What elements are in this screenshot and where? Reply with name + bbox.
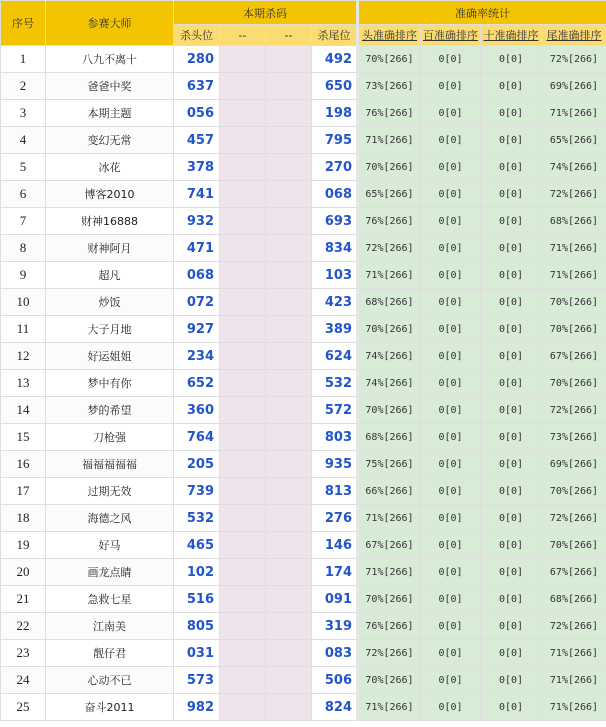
hundreds-accuracy-cell: 0[0] <box>421 208 481 235</box>
kill-col3-cell <box>266 46 312 73</box>
index-cell: 13 <box>1 370 46 397</box>
master-name-cell: 财神16888 <box>46 208 174 235</box>
kill-col2-cell <box>220 127 266 154</box>
index-cell: 17 <box>1 478 46 505</box>
kill-col3-cell <box>266 235 312 262</box>
kill-head-cell: 102 <box>174 559 220 586</box>
master-name-cell: 炒饭 <box>46 289 174 316</box>
table-row <box>1 640 606 667</box>
kill-col2-cell <box>220 559 266 586</box>
kill-head-cell: 457 <box>174 127 220 154</box>
kill-col2-cell <box>220 397 266 424</box>
master-name-cell: 江南美 <box>46 613 174 640</box>
kill-head-cell: 360 <box>174 397 220 424</box>
tens-accuracy-cell: 0[0] <box>481 154 542 181</box>
tens-accuracy-cell: 0[0] <box>481 613 542 640</box>
col-header-kill-tail: 杀尾位 <box>312 25 358 46</box>
head-accuracy-cell: 72%[266] <box>358 640 421 667</box>
master-name-cell: 海德之风 <box>46 505 174 532</box>
head-accuracy-cell: 70%[266] <box>358 154 421 181</box>
table-row <box>1 262 606 289</box>
tens-accuracy-cell: 0[0] <box>481 208 542 235</box>
index-cell: 20 <box>1 559 46 586</box>
tens-accuracy-cell: 0[0] <box>481 235 542 262</box>
kill-tail-cell: 834 <box>312 235 358 262</box>
head-accuracy-cell: 74%[266] <box>358 370 421 397</box>
hundreds-accuracy-cell: 0[0] <box>421 586 481 613</box>
table-row <box>1 532 606 559</box>
hundreds-accuracy-cell: 0[0] <box>421 316 481 343</box>
kill-head-cell: 056 <box>174 100 220 127</box>
head-accuracy-cell: 66%[266] <box>358 478 421 505</box>
kill-col2-cell <box>220 424 266 451</box>
tens-accuracy-cell: 0[0] <box>481 316 542 343</box>
table-row <box>1 154 606 181</box>
index-cell: 7 <box>1 208 46 235</box>
sort-tail-accuracy-link[interactable]: 尾准确排序 <box>542 25 606 46</box>
kill-col2-cell <box>220 343 266 370</box>
kill-head-cell: 378 <box>174 154 220 181</box>
master-name-cell: 好马 <box>46 532 174 559</box>
index-cell: 24 <box>1 667 46 694</box>
kill-col2-cell <box>220 100 266 127</box>
kill-col3-cell <box>266 262 312 289</box>
head-accuracy-cell: 71%[266] <box>358 559 421 586</box>
tail-accuracy-cell: 68%[266] <box>542 208 606 235</box>
index-cell: 16 <box>1 451 46 478</box>
kill-col2-cell <box>220 667 266 694</box>
index-cell: 23 <box>1 640 46 667</box>
kill-col2-cell <box>220 370 266 397</box>
master-name-cell: 冰花 <box>46 154 174 181</box>
table-row <box>1 181 606 208</box>
table-row <box>1 559 606 586</box>
head-accuracy-cell: 72%[266] <box>358 235 421 262</box>
master-name-cell: 本期主题 <box>46 100 174 127</box>
index-cell: 18 <box>1 505 46 532</box>
kill-col2-cell <box>220 451 266 478</box>
kill-tail-cell: 935 <box>312 451 358 478</box>
kill-col3-cell <box>266 397 312 424</box>
table-row <box>1 343 606 370</box>
index-cell: 19 <box>1 532 46 559</box>
index-cell: 3 <box>1 100 46 127</box>
index-cell: 22 <box>1 613 46 640</box>
hundreds-accuracy-cell: 0[0] <box>421 154 481 181</box>
hundreds-accuracy-cell: 0[0] <box>421 505 481 532</box>
head-accuracy-cell: 76%[266] <box>358 208 421 235</box>
kill-col2-cell <box>220 478 266 505</box>
master-name-cell: 急救七星 <box>46 586 174 613</box>
master-name-cell: 大子月地 <box>46 316 174 343</box>
table-row <box>1 46 606 73</box>
kill-head-cell: 072 <box>174 289 220 316</box>
tail-accuracy-cell: 70%[266] <box>542 478 606 505</box>
group-header-kill: 本期杀码 <box>174 1 358 25</box>
index-cell: 11 <box>1 316 46 343</box>
table-row <box>1 613 606 640</box>
tail-accuracy-cell: 70%[266] <box>542 370 606 397</box>
col-header-index: 序号 <box>1 1 46 46</box>
kill-col2-cell <box>220 613 266 640</box>
head-accuracy-cell: 74%[266] <box>358 343 421 370</box>
index-cell: 10 <box>1 289 46 316</box>
table-row <box>1 127 606 154</box>
tens-accuracy-cell: 0[0] <box>481 73 542 100</box>
kill-head-cell: 982 <box>174 694 220 721</box>
table-row <box>1 208 606 235</box>
head-accuracy-cell: 67%[266] <box>358 532 421 559</box>
master-name-cell: 超凡 <box>46 262 174 289</box>
index-cell: 4 <box>1 127 46 154</box>
kill-col3-cell <box>266 127 312 154</box>
head-accuracy-cell: 76%[266] <box>358 100 421 127</box>
tail-accuracy-cell: 72%[266] <box>542 46 606 73</box>
head-accuracy-cell: 68%[266] <box>358 289 421 316</box>
hundreds-accuracy-cell: 0[0] <box>421 262 481 289</box>
index-cell: 14 <box>1 397 46 424</box>
kill-col2-cell <box>220 694 266 721</box>
kill-col3-cell <box>266 100 312 127</box>
tail-accuracy-cell: 69%[266] <box>542 451 606 478</box>
kill-head-cell: 280 <box>174 46 220 73</box>
index-cell: 15 <box>1 424 46 451</box>
kill-col3-cell <box>266 586 312 613</box>
tens-accuracy-cell: 0[0] <box>481 667 542 694</box>
col-header-kill-3: -- <box>266 25 312 46</box>
master-name-cell: 变幻无常 <box>46 127 174 154</box>
kill-col3-cell <box>266 451 312 478</box>
hundreds-accuracy-cell: 0[0] <box>421 181 481 208</box>
tens-accuracy-cell: 0[0] <box>481 370 542 397</box>
kill-col3-cell <box>266 208 312 235</box>
master-name-cell: 博客2010 <box>46 181 174 208</box>
table-body <box>1 46 606 721</box>
kill-tail-cell: 103 <box>312 262 358 289</box>
table-row <box>1 73 606 100</box>
hundreds-accuracy-cell: 0[0] <box>421 667 481 694</box>
tens-accuracy-cell: 0[0] <box>481 559 542 586</box>
tail-accuracy-cell: 74%[266] <box>542 154 606 181</box>
index-cell: 9 <box>1 262 46 289</box>
kill-head-cell: 764 <box>174 424 220 451</box>
kill-tail-cell: 423 <box>312 289 358 316</box>
head-accuracy-cell: 76%[266] <box>358 613 421 640</box>
tail-accuracy-cell: 69%[266] <box>542 73 606 100</box>
kill-col2-cell <box>220 181 266 208</box>
kill-tail-cell: 824 <box>312 694 358 721</box>
kill-col2-cell <box>220 73 266 100</box>
tens-accuracy-cell: 0[0] <box>481 100 542 127</box>
col-header-master: 参赛大师 <box>46 1 174 46</box>
kill-col3-cell <box>266 154 312 181</box>
hundreds-accuracy-cell: 0[0] <box>421 694 481 721</box>
hundreds-accuracy-cell: 0[0] <box>421 613 481 640</box>
kill-col3-cell <box>266 370 312 397</box>
head-accuracy-cell: 75%[266] <box>358 451 421 478</box>
table-header <box>1 1 606 46</box>
kill-head-cell: 805 <box>174 613 220 640</box>
kill-tail-cell: 795 <box>312 127 358 154</box>
tail-accuracy-cell: 71%[266] <box>542 667 606 694</box>
hundreds-accuracy-cell: 0[0] <box>421 343 481 370</box>
kill-col3-cell <box>266 559 312 586</box>
head-accuracy-cell: 70%[266] <box>358 667 421 694</box>
master-name-cell: 过期无效 <box>46 478 174 505</box>
kill-tail-cell: 174 <box>312 559 358 586</box>
hundreds-accuracy-cell: 0[0] <box>421 478 481 505</box>
kill-head-cell: 068 <box>174 262 220 289</box>
kill-tail-cell: 198 <box>312 100 358 127</box>
index-cell: 8 <box>1 235 46 262</box>
master-name-cell: 好运姐姐 <box>46 343 174 370</box>
kill-col3-cell <box>266 343 312 370</box>
head-accuracy-cell: 70%[266] <box>358 397 421 424</box>
tens-accuracy-cell: 0[0] <box>481 181 542 208</box>
kill-tail-cell: 572 <box>312 397 358 424</box>
master-name-cell: 财神阿月 <box>46 235 174 262</box>
tens-accuracy-cell: 0[0] <box>481 586 542 613</box>
master-name-cell: 八九不离十 <box>46 46 174 73</box>
kill-col3-cell <box>266 640 312 667</box>
tens-accuracy-cell: 0[0] <box>481 289 542 316</box>
kill-head-cell: 932 <box>174 208 220 235</box>
head-accuracy-cell: 65%[266] <box>358 181 421 208</box>
tail-accuracy-cell: 70%[266] <box>542 532 606 559</box>
master-name-cell: 梦的希望 <box>46 397 174 424</box>
tail-accuracy-cell: 72%[266] <box>542 397 606 424</box>
tens-accuracy-cell: 0[0] <box>481 478 542 505</box>
tail-accuracy-cell: 72%[266] <box>542 505 606 532</box>
table-row <box>1 397 606 424</box>
index-cell: 25 <box>1 694 46 721</box>
kill-head-cell: 031 <box>174 640 220 667</box>
kill-col2-cell <box>220 208 266 235</box>
kill-tail-cell: 389 <box>312 316 358 343</box>
kill-tail-cell: 492 <box>312 46 358 73</box>
hundreds-accuracy-cell: 0[0] <box>421 397 481 424</box>
kill-col2-cell <box>220 505 266 532</box>
kill-head-cell: 471 <box>174 235 220 262</box>
kill-tail-cell: 624 <box>312 343 358 370</box>
head-accuracy-cell: 71%[266] <box>358 127 421 154</box>
table-row <box>1 316 606 343</box>
kill-col3-cell <box>266 478 312 505</box>
kill-head-cell: 637 <box>174 73 220 100</box>
table-row <box>1 478 606 505</box>
master-name-cell: 心动不已 <box>46 667 174 694</box>
sort-tens-accuracy-link[interactable]: 十准确排序 <box>481 25 542 46</box>
head-accuracy-cell: 70%[266] <box>358 46 421 73</box>
tail-accuracy-cell: 68%[266] <box>542 586 606 613</box>
kill-col3-cell <box>266 424 312 451</box>
tail-accuracy-cell: 71%[266] <box>542 100 606 127</box>
table-row <box>1 424 606 451</box>
kill-head-cell: 573 <box>174 667 220 694</box>
kill-head-cell: 927 <box>174 316 220 343</box>
kill-tail-cell: 650 <box>312 73 358 100</box>
kill-col2-cell <box>220 235 266 262</box>
kill-col3-cell <box>266 73 312 100</box>
kill-col3-cell <box>266 316 312 343</box>
kill-head-cell: 532 <box>174 505 220 532</box>
tail-accuracy-cell: 72%[266] <box>542 613 606 640</box>
master-name-cell: 梦中有你 <box>46 370 174 397</box>
kill-tail-cell: 803 <box>312 424 358 451</box>
group-header-stats: 准确率统计 <box>358 1 606 25</box>
tens-accuracy-cell: 0[0] <box>481 694 542 721</box>
kill-col2-cell <box>220 640 266 667</box>
hundreds-accuracy-cell: 0[0] <box>421 73 481 100</box>
table-row <box>1 586 606 613</box>
table-row <box>1 694 606 721</box>
index-cell: 5 <box>1 154 46 181</box>
kill-col2-cell <box>220 532 266 559</box>
kill-col3-cell <box>266 532 312 559</box>
kill-col2-cell <box>220 316 266 343</box>
tail-accuracy-cell: 71%[266] <box>542 640 606 667</box>
hundreds-accuracy-cell: 0[0] <box>421 559 481 586</box>
master-name-cell: 爸爸中奖 <box>46 73 174 100</box>
hundreds-accuracy-cell: 0[0] <box>421 127 481 154</box>
head-accuracy-cell: 71%[266] <box>358 262 421 289</box>
kill-head-cell: 739 <box>174 478 220 505</box>
kill-col3-cell <box>266 505 312 532</box>
hundreds-accuracy-cell: 0[0] <box>421 424 481 451</box>
tail-accuracy-cell: 71%[266] <box>542 694 606 721</box>
hundreds-accuracy-cell: 0[0] <box>421 532 481 559</box>
master-name-cell: 奋斗2011 <box>46 694 174 721</box>
index-cell: 6 <box>1 181 46 208</box>
kill-head-cell: 741 <box>174 181 220 208</box>
tens-accuracy-cell: 0[0] <box>481 397 542 424</box>
head-accuracy-cell: 71%[266] <box>358 694 421 721</box>
head-accuracy-cell: 71%[266] <box>358 505 421 532</box>
kill-col2-cell <box>220 289 266 316</box>
kill-col3-cell <box>266 289 312 316</box>
master-name-cell: 福福福福福 <box>46 451 174 478</box>
hundreds-accuracy-cell: 0[0] <box>421 370 481 397</box>
tens-accuracy-cell: 0[0] <box>481 640 542 667</box>
index-cell: 21 <box>1 586 46 613</box>
kill-tail-cell: 532 <box>312 370 358 397</box>
master-name-cell: 靓仔君 <box>46 640 174 667</box>
kill-tail-cell: 276 <box>312 505 358 532</box>
kill-head-cell: 516 <box>174 586 220 613</box>
kill-col2-cell <box>220 46 266 73</box>
kill-col3-cell <box>266 181 312 208</box>
table-row <box>1 100 606 127</box>
index-cell: 1 <box>1 46 46 73</box>
index-cell: 12 <box>1 343 46 370</box>
tail-accuracy-cell: 67%[266] <box>542 559 606 586</box>
master-name-cell: 刀枪强 <box>46 424 174 451</box>
tens-accuracy-cell: 0[0] <box>481 46 542 73</box>
hundreds-accuracy-cell: 0[0] <box>421 100 481 127</box>
kill-head-cell: 234 <box>174 343 220 370</box>
tail-accuracy-cell: 67%[266] <box>542 343 606 370</box>
kill-tail-cell: 319 <box>312 613 358 640</box>
tens-accuracy-cell: 0[0] <box>481 424 542 451</box>
hundreds-accuracy-cell: 0[0] <box>421 46 481 73</box>
kill-head-cell: 465 <box>174 532 220 559</box>
table-row <box>1 451 606 478</box>
kill-tail-cell: 068 <box>312 181 358 208</box>
table-row <box>1 667 606 694</box>
tens-accuracy-cell: 0[0] <box>481 262 542 289</box>
sort-head-accuracy-link[interactable]: 头准确排序 <box>358 25 421 46</box>
kill-tail-cell: 270 <box>312 154 358 181</box>
table-row <box>1 235 606 262</box>
head-accuracy-cell: 70%[266] <box>358 586 421 613</box>
tail-accuracy-cell: 71%[266] <box>542 262 606 289</box>
kill-tail-cell: 146 <box>312 532 358 559</box>
kill-col2-cell <box>220 154 266 181</box>
kill-tail-cell: 091 <box>312 586 358 613</box>
table-row <box>1 505 606 532</box>
col-header-kill-2: -- <box>220 25 266 46</box>
tail-accuracy-cell: 70%[266] <box>542 289 606 316</box>
sort-hundreds-accuracy-link[interactable]: 百准确排序 <box>421 25 481 46</box>
tail-accuracy-cell: 73%[266] <box>542 424 606 451</box>
tail-accuracy-cell: 65%[266] <box>542 127 606 154</box>
tail-accuracy-cell: 70%[266] <box>542 316 606 343</box>
kill-tail-cell: 813 <box>312 478 358 505</box>
tail-accuracy-cell: 71%[266] <box>542 235 606 262</box>
hundreds-accuracy-cell: 0[0] <box>421 640 481 667</box>
kill-col2-cell <box>220 586 266 613</box>
kill-tail-cell: 083 <box>312 640 358 667</box>
kill-head-cell: 205 <box>174 451 220 478</box>
tail-accuracy-cell: 72%[266] <box>542 181 606 208</box>
col-header-kill-head: 杀头位 <box>174 25 220 46</box>
kill-col3-cell <box>266 667 312 694</box>
hundreds-accuracy-cell: 0[0] <box>421 289 481 316</box>
tens-accuracy-cell: 0[0] <box>481 532 542 559</box>
hundreds-accuracy-cell: 0[0] <box>421 451 481 478</box>
head-accuracy-cell: 73%[266] <box>358 73 421 100</box>
kill-tail-cell: 506 <box>312 667 358 694</box>
table-row <box>1 289 606 316</box>
kill-tail-cell: 693 <box>312 208 358 235</box>
head-accuracy-cell: 70%[266] <box>358 316 421 343</box>
kill-col3-cell <box>266 694 312 721</box>
tens-accuracy-cell: 0[0] <box>481 451 542 478</box>
kill-col3-cell <box>266 613 312 640</box>
kill-col2-cell <box>220 262 266 289</box>
hundreds-accuracy-cell: 0[0] <box>421 235 481 262</box>
master-name-cell: 画龙点睛 <box>46 559 174 586</box>
index-cell: 2 <box>1 73 46 100</box>
kill-head-cell: 652 <box>174 370 220 397</box>
table-row <box>1 370 606 397</box>
tens-accuracy-cell: 0[0] <box>481 505 542 532</box>
tens-accuracy-cell: 0[0] <box>481 343 542 370</box>
tens-accuracy-cell: 0[0] <box>481 127 542 154</box>
head-accuracy-cell: 68%[266] <box>358 424 421 451</box>
